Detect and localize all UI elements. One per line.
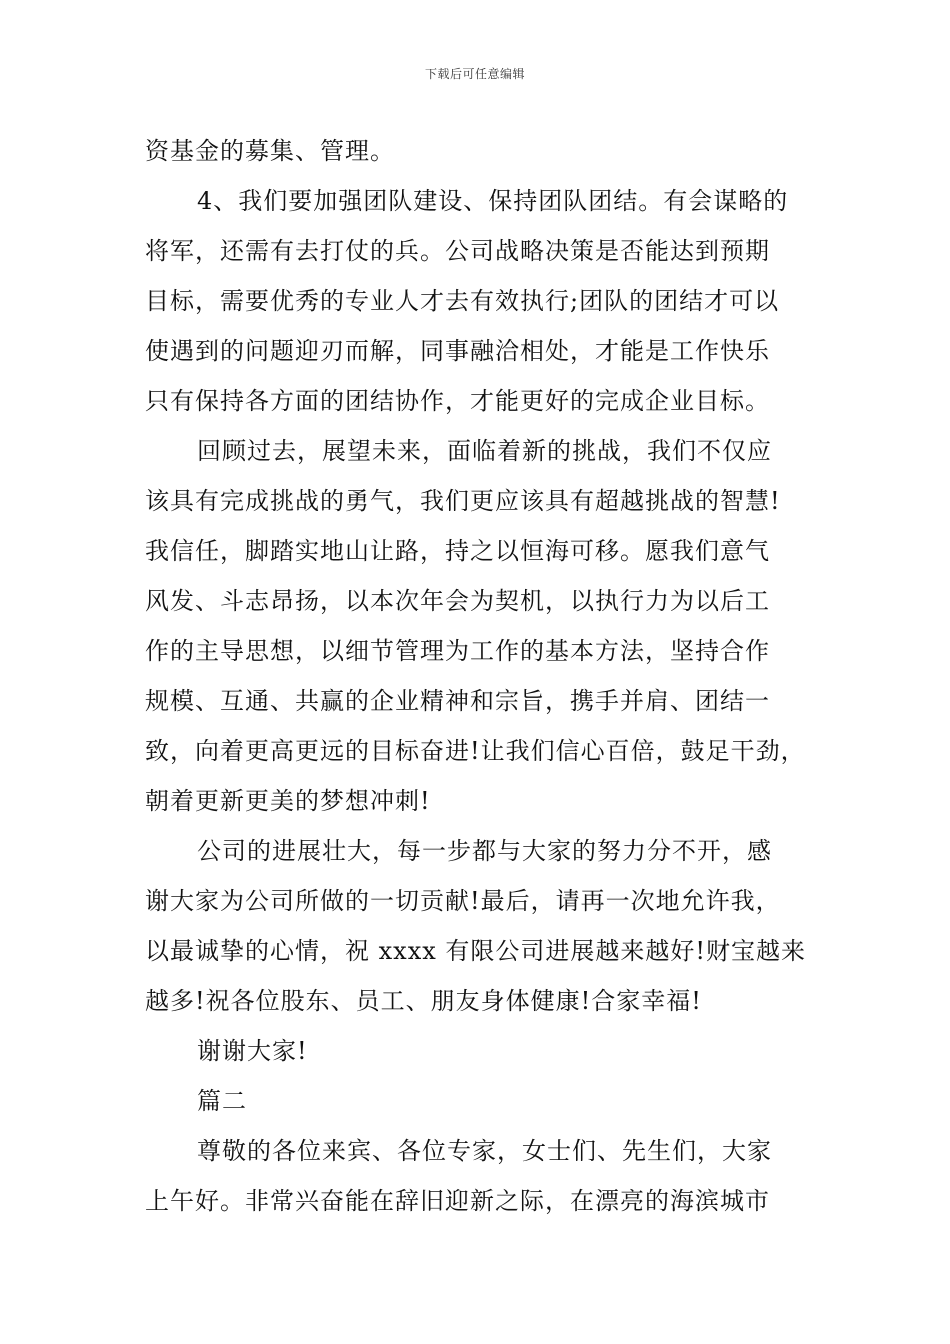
text-line: 规模、互通、共赢的企业精神和宗旨，携手并肩、团结一 [145, 687, 770, 715]
text-line: 谢谢大家! [197, 1037, 308, 1065]
text-line: 越多!祝各位股东、员工、朋友身体健康!合家幸福! [145, 987, 702, 1015]
text-line: 上午好。非常兴奋能在辞旧迎新之际，在漂亮的海滨城市 [145, 1187, 770, 1215]
page-header: 下载后可任意编辑 [424, 67, 525, 81]
text-line: 篇二 [197, 1087, 247, 1115]
text-line: 尊敬的各位来宾、各位专家，女士们、先生们，大家 [197, 1137, 772, 1165]
text-line: 以最诚挚的心情，祝 xxxx 有限公司进展越来越好!财宝越来 [145, 937, 807, 965]
text-line: 资基金的募集、管理。 [145, 137, 395, 165]
text-line: 公司的进展壮大，每一步都与大家的努力分不开，感 [197, 837, 772, 865]
text-line: 使遇到的问题迎刃而解，同事融洽相处，才能是工作快乐 [145, 337, 770, 365]
text-line: 致，向着更高更远的目标奋进!让我们信心百倍，鼓足干劲， [145, 737, 806, 765]
text-line: 作的主导思想，以细节管理为工作的基本方法，坚持合作 [145, 637, 770, 665]
text-line: 我信任，脚踏实地山让路，持之以恒海可移。愿我们意气 [145, 537, 770, 565]
text-line: 回顾过去，展望未来，面临着新的挑战，我们不仅应 [197, 437, 772, 465]
text-line: 将军，还需有去打仗的兵。公司战略决策是否能达到预期 [145, 237, 770, 265]
text-line: 谢大家为公司所做的一切贡献!最后，请再一次地允许我， [145, 887, 781, 915]
text-line: 朝着更新更美的梦想冲刺! [145, 787, 431, 815]
text-line: 4、我们要加强团队建设、保持团队团结。有会谋略的 [197, 187, 789, 215]
text-line: 目标，需要优秀的专业人才去有效执行;团队的团结才可以 [145, 287, 780, 315]
text-line: 该具有完成挑战的勇气，我们更应该具有超越挑战的智慧! [145, 487, 781, 515]
text-line: 只有保持各方面的团结协作，才能更好的完成企业目标。 [145, 387, 770, 415]
document-body [145, 126, 825, 1226]
text-line: 风发、斗志昂扬，以本次年会为契机，以执行力为以后工 [145, 587, 770, 615]
